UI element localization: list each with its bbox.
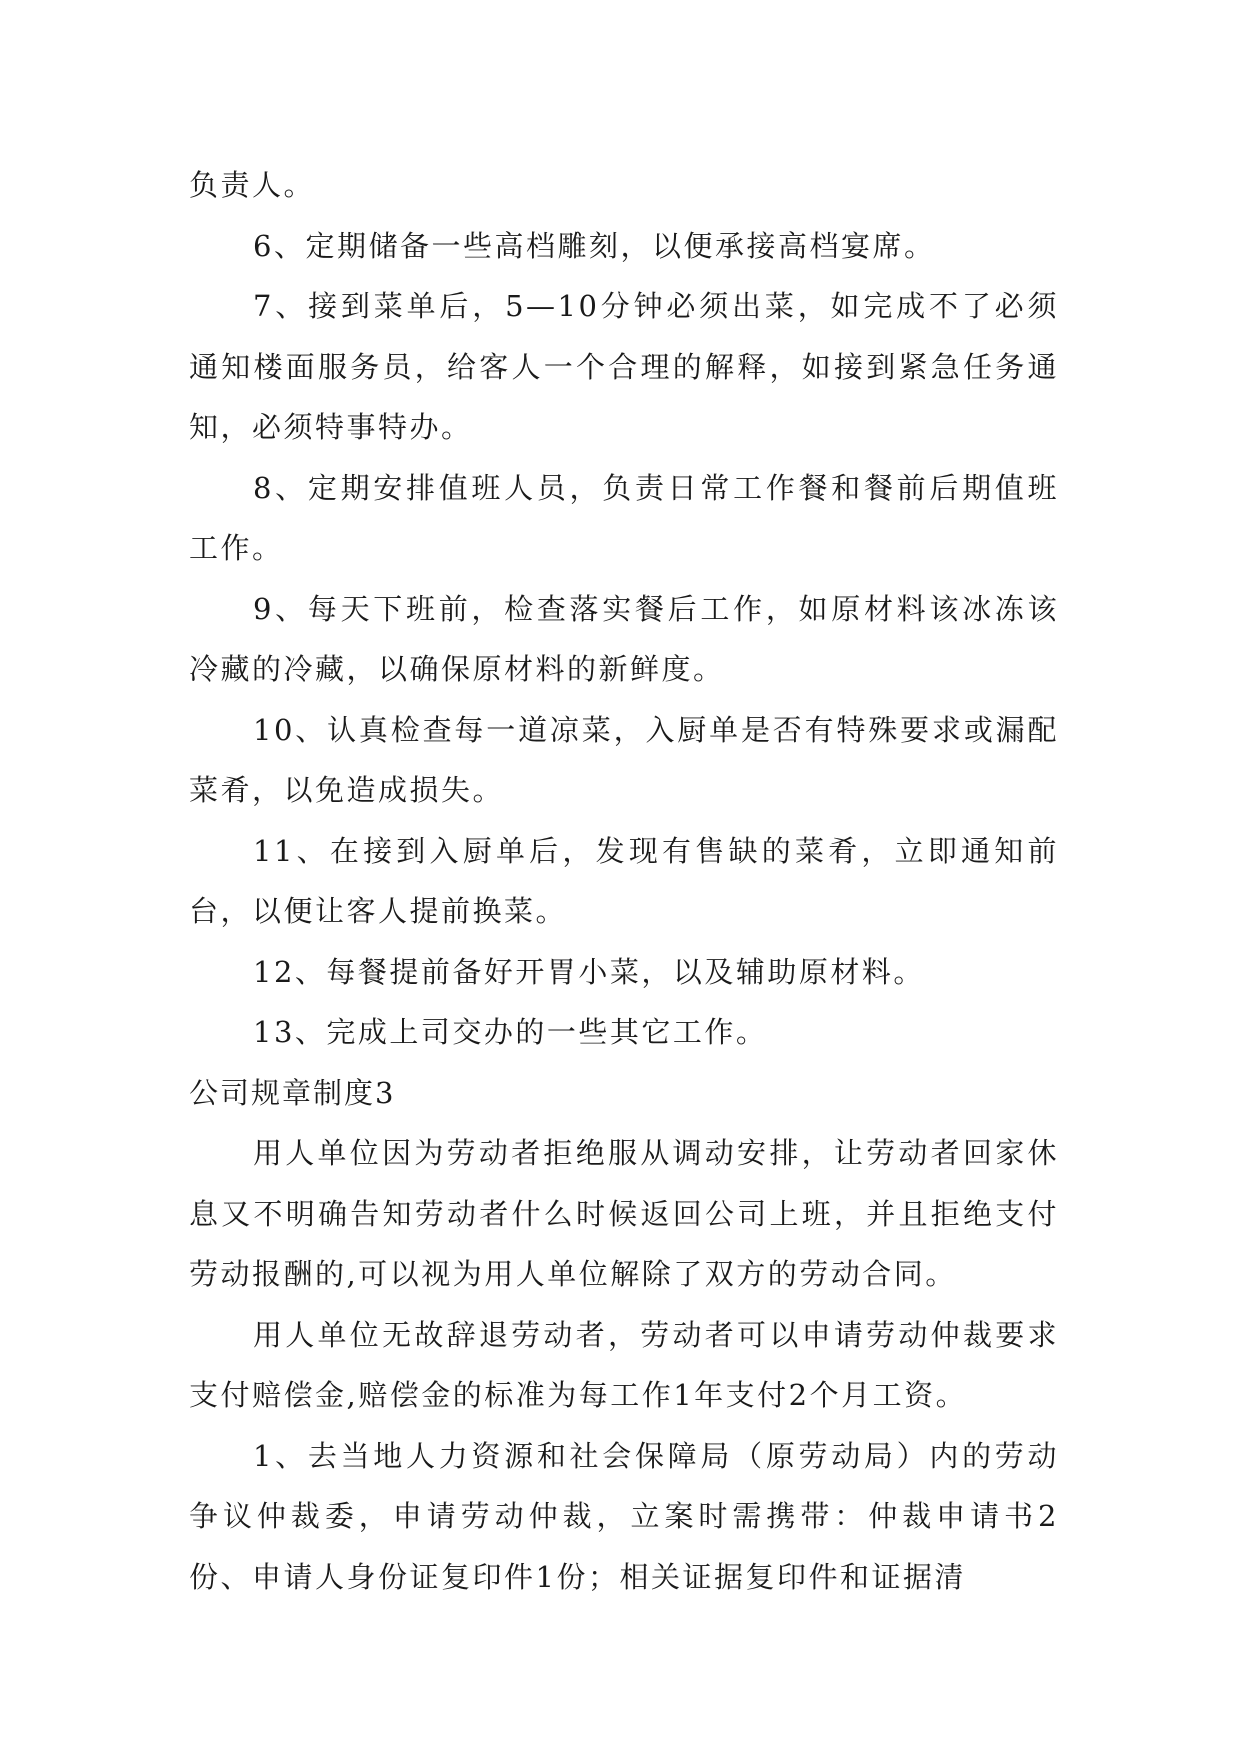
paragraph: 12、每餐提前备好开胃小菜，以及辅助原材料。: [253, 954, 925, 989]
paragraph: 1、去当地人力资源和社会保障局（原劳动局）内的劳动争议仲裁委，申请劳动仲裁，立案时需携带：仲裁申请书2份、申请人身份证复印件1份；相关证据复印件和证据清: [189, 1438, 1059, 1594]
paragraph: 用人单位无故辞退劳动者，劳动者可以申请劳动仲裁要求支付赔偿金,赔偿金的标准为每工作1年支付2个月工资。: [189, 1317, 1059, 1412]
paragraph: 9、每天下班前，检查落实餐后工作，如原材料该冰冻该冷藏的冷藏，以确保原材料的新鲜度。: [189, 591, 1059, 686]
paragraph: 负责人。: [189, 168, 316, 202]
paragraph: 8、定期安排值班人员，负责日常工作餐和餐前后期值班工作。: [189, 470, 1059, 565]
document-body: [189, 155, 1059, 1607]
paragraph: 10、认真检查每一道凉菜，入厨单是否有特殊要求或漏配菜肴，以免造成损失。: [189, 712, 1059, 807]
paragraph: 7、接到菜单后，5—10分钟必须出菜，如完成不了必须通知楼面服务员，给客人一个合理的解释，如接到紧急任务通知，必须特事特办。: [189, 289, 1059, 444]
section-heading: 公司规章制度3: [189, 1075, 396, 1110]
paragraph: 13、完成上司交办的一些其它工作。: [253, 1015, 768, 1049]
paragraph: 11、在接到入厨单后，发现有售缺的菜肴，立即通知前台，以便让客人提前换菜。: [189, 833, 1059, 928]
paragraph: 6、定期储备一些高档雕刻，以便承接高档宴席。: [253, 228, 936, 263]
paragraph: 用人单位因为劳动者拒绝服从调动安排，让劳动者回家休息又不明确告知劳动者什么时候返回公司上班，并且拒绝支付劳动报酬的,可以视为用人单位解除了双方的劳动合同。: [189, 1136, 1059, 1291]
